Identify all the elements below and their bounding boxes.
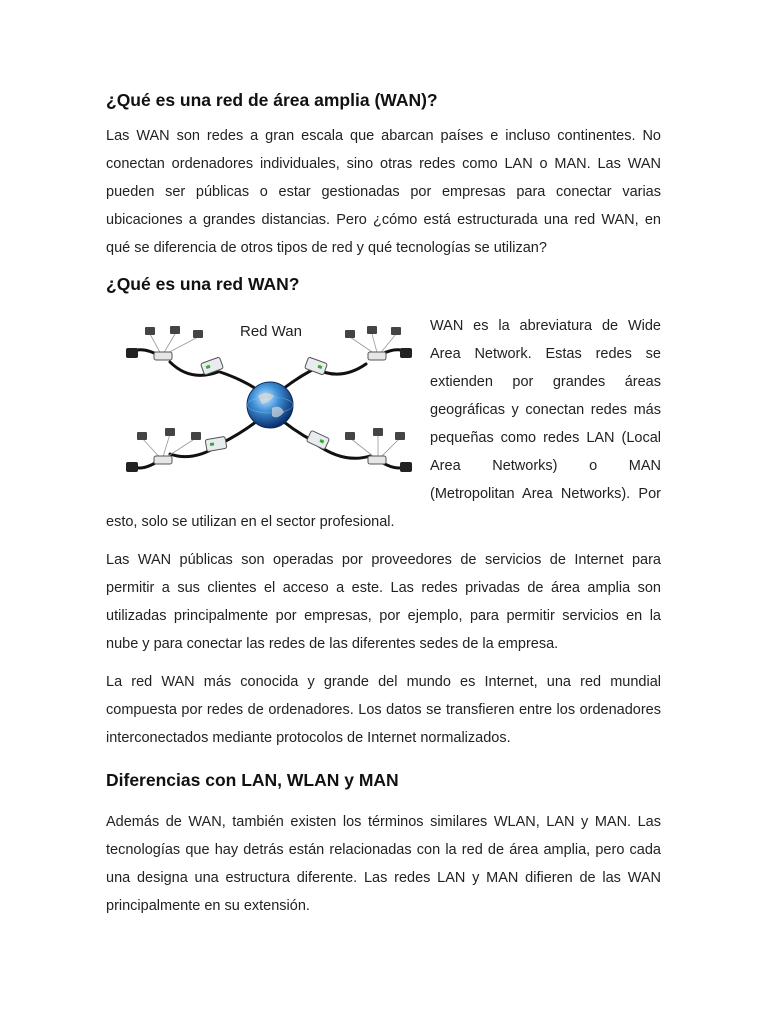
document-content <box>106 88 661 920</box>
paragraph-intro: Las WAN son redes a gran escala que abarcan países e incluso continentes. No conectan ordenadores individuales, sino otras redes como LAN o MAN. Las WAN pueden ser públicas o estar gestionadas por empresas para conectar varias ubicaciones a grandes distancias. Pero ¿cómo está estructurada una red WAN, en qué se diferencia de otros tipos de red y qué tecnologías se utilizan? <box>106 128 661 256</box>
computer-icon <box>193 330 203 338</box>
server-icon <box>400 348 412 358</box>
server-icon <box>126 348 138 358</box>
wan-definition-block <box>106 312 661 536</box>
computer-icon <box>170 326 180 334</box>
router-icon <box>205 436 227 451</box>
paragraph-internet: La red WAN más conocida y grande del mundo es Internet, una red mundial compuesta por redes de ordenadores. Los datos se transfieren entre los ordenadores interconectados mediante protocolos de Internet normalizados. <box>106 674 661 746</box>
paragraph-public-private-wan: Las WAN públicas son operadas por proveedores de servicios de Internet para permitir a sus clientes el acceso a este. Las redes privadas de área amplia son utilizadas principalmente por empresas, por ejemplo, para permitir servicios en la nube y para conectar las redes de las diferentes sedes de la empresa. <box>106 552 661 652</box>
computer-icon <box>191 432 201 440</box>
diagram-label: Red Wan <box>240 323 302 340</box>
server-icon <box>126 462 138 472</box>
computer-icon <box>345 330 355 338</box>
switch-icon <box>368 352 386 360</box>
computer-icon <box>345 432 355 440</box>
server-icon <box>400 462 412 472</box>
computer-icon <box>145 327 155 335</box>
heading-differences: Diferencias con LAN, WLAN y MAN <box>106 770 399 790</box>
heading-what-is-wan: ¿Qué es una red WAN? <box>106 274 300 294</box>
computer-icon <box>165 428 175 436</box>
computer-icon <box>395 432 405 440</box>
heading-what-is-wan-area: ¿Qué es una red de área amplia (WAN)? <box>106 90 438 110</box>
switch-icon <box>368 456 386 464</box>
computer-icon <box>367 326 377 334</box>
paragraph-differences: Además de WAN, también existen los términos similares WLAN, LAN y MAN. Las tecnologías que hay detrás están relacionadas con la red de área amplia, pero cada una designa una estructura diferente. Las redes LAN y MAN difieren de las WAN principalmente en su extensión. <box>106 814 661 914</box>
computer-icon <box>373 428 383 436</box>
computer-icon <box>137 432 147 440</box>
router-icon <box>306 430 329 449</box>
switch-icon <box>154 456 172 464</box>
paragraph-wan-definition: WAN es la abreviatura de Wide Area Network. Estas redes se extienden por grandes áreas geográficas y conectan redes más pequeñas como redes LAN (Local Area Networks) o MAN (Metropolitan Area Networks). Por esto, solo se utilizan en el sector profesional. <box>106 318 661 530</box>
computer-icon <box>391 327 401 335</box>
wan-diagram-svg <box>120 312 420 484</box>
wan-network-diagram <box>120 312 420 484</box>
globe-icon <box>247 382 293 428</box>
switch-icon <box>154 352 172 360</box>
